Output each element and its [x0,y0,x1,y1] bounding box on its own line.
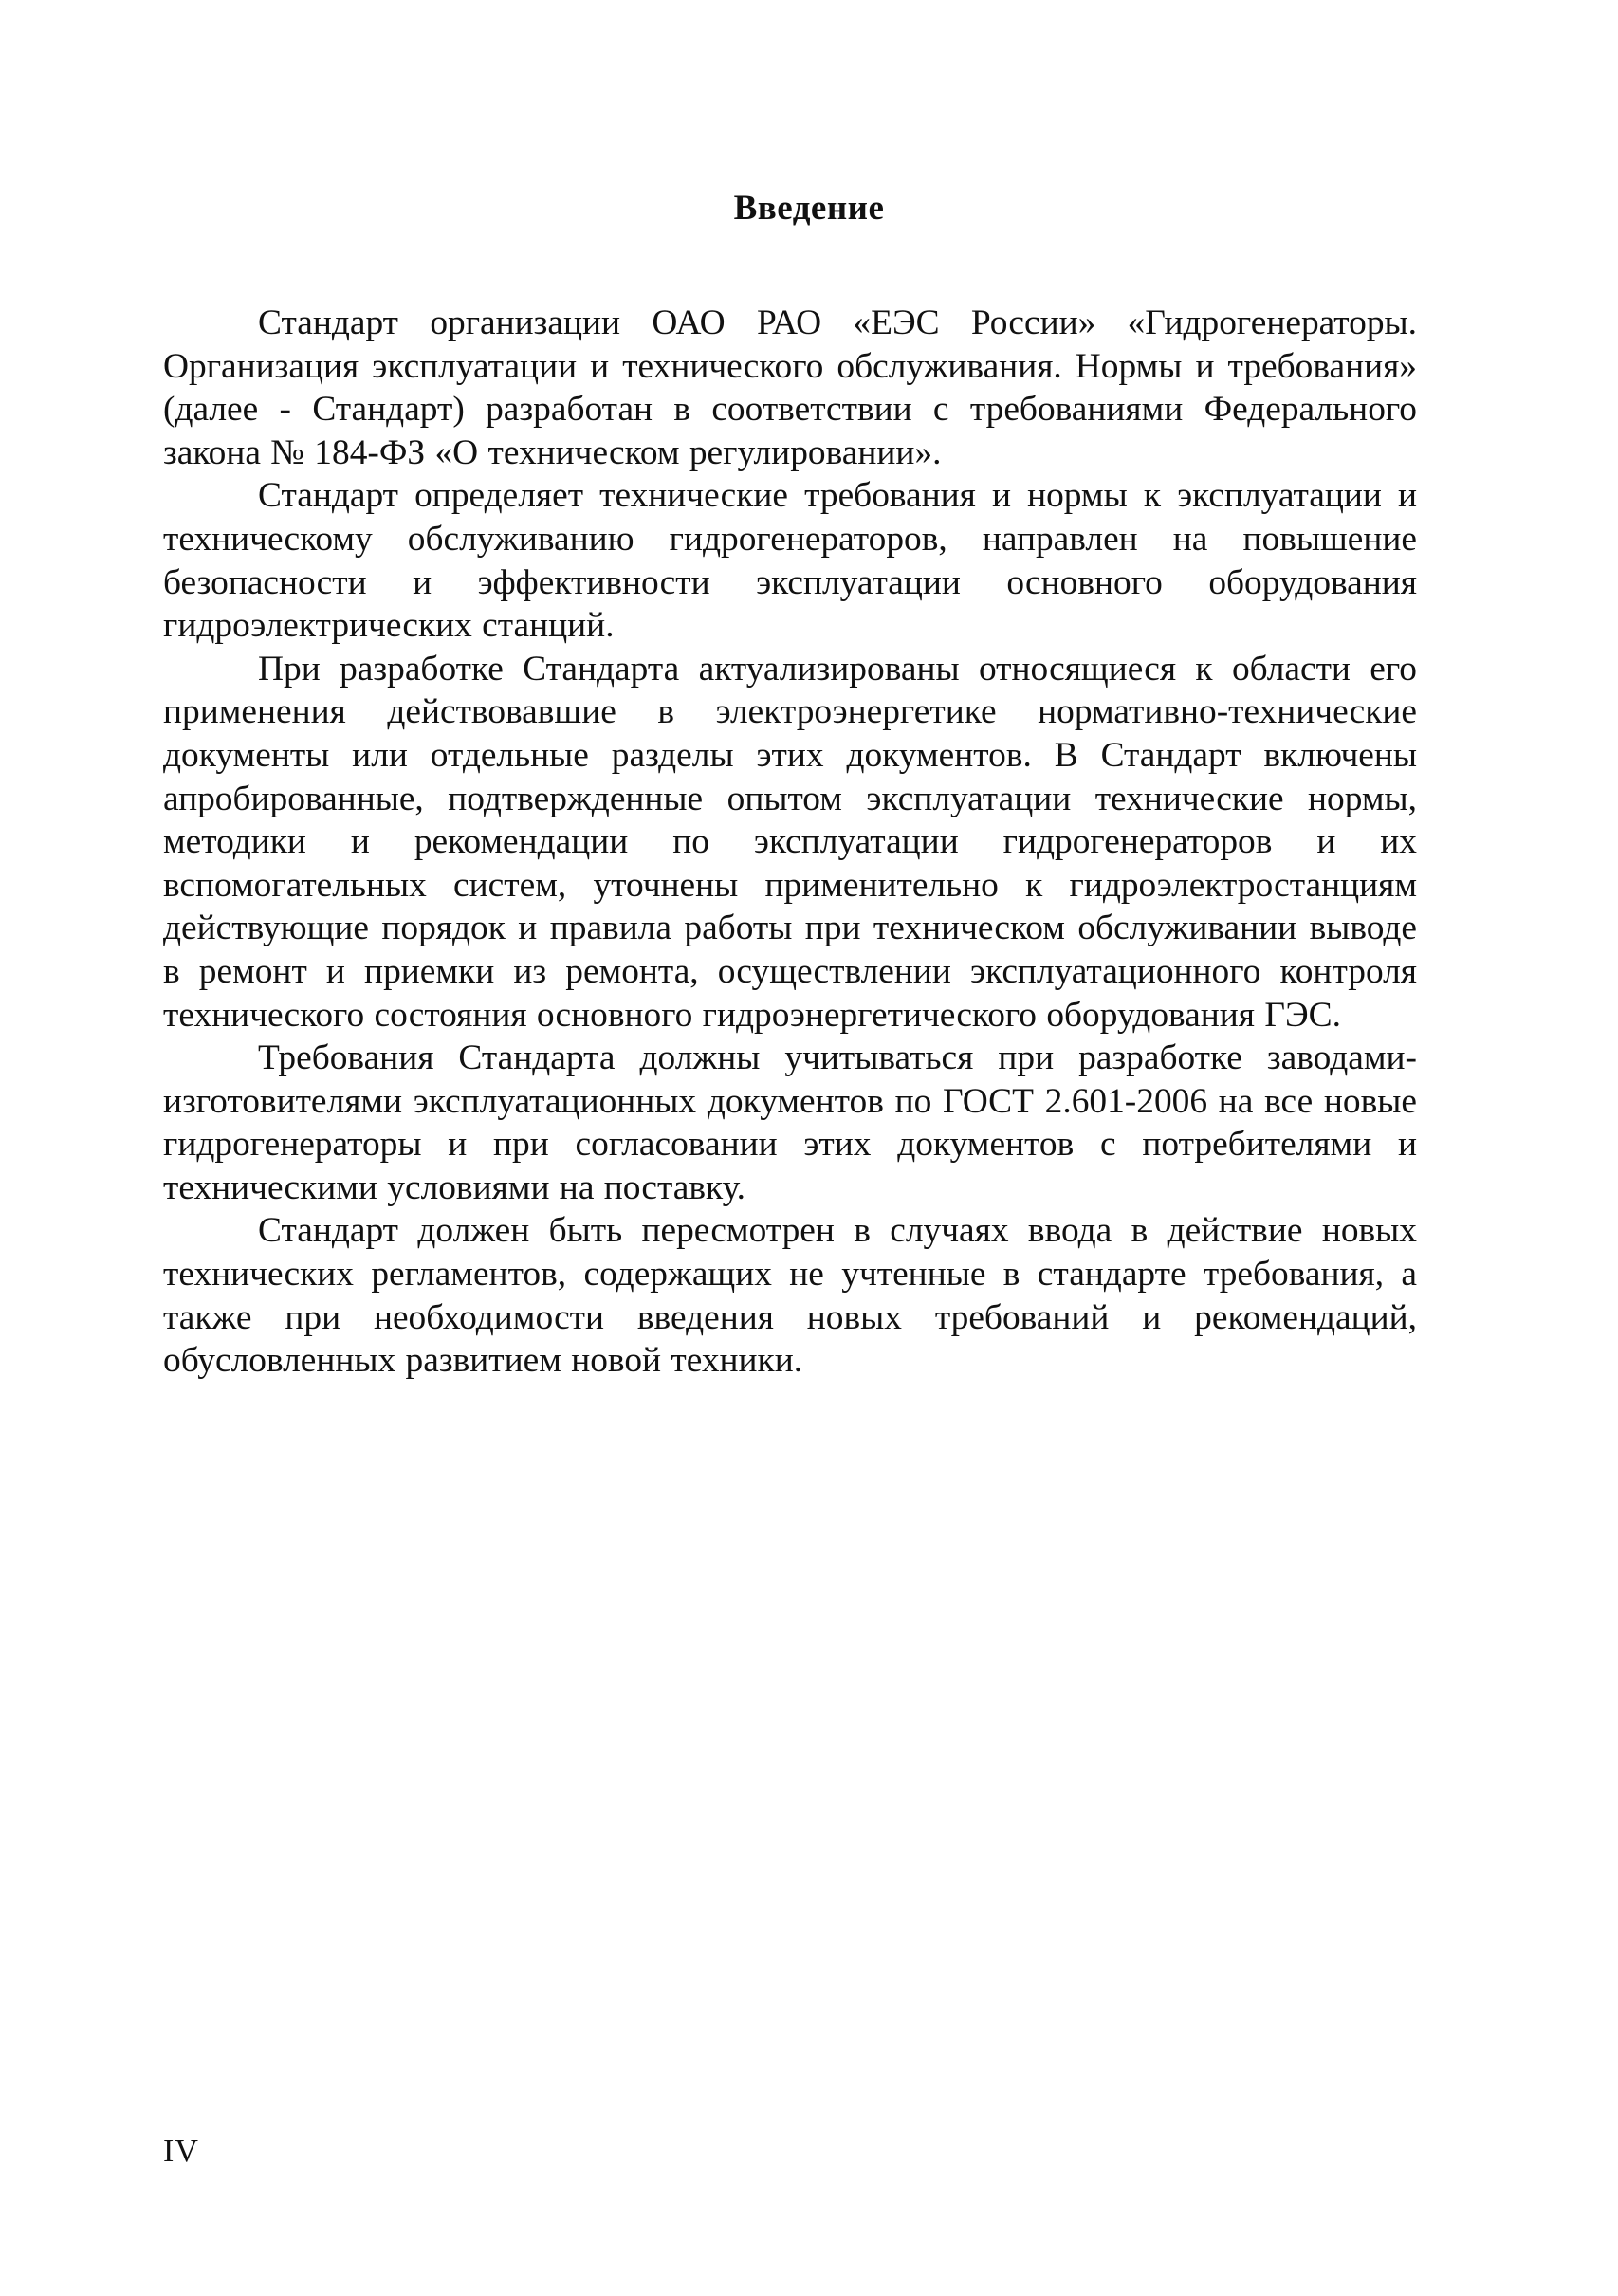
paragraph-3: При разработке Стандарта актуализированы относящиеся к области его применения действовавшие в электроэнергетике нормативно-технические документы или отдельные разделы этих документов. В Стандарт включены апробированные, подтвержденные опытом эксплуатации технические нормы, методики и рекомендации по эксплуатации гидрогенераторов и их вспомогательных систем, уточнены применительно к гидроэлектростанциям действующие порядок и правила работы при техническом обслуживании выводе в ремонт и приемки из ремонта, осуществлении эксплуатационного контроля технического состояния основного гидроэнергетического оборудования ГЭС. [163,649,1417,1035]
paragraph-1: Стандарт организации ОАО РАО «ЕЭС России» «Гидрогенераторы. Организация эксплуатации и технического обслуживания. Нормы и требования» (далее - Стандарт) разработан в соответствии с требованиями Федерального закона № 184-ФЗ «О техническом регулировании». [163,303,1417,472]
paragraph-5: Стандарт должен быть пересмотрен в случаях ввода в действие новых технических регламентов, содержащих не учтенные в стандарте требования, а также при необходимости введения новых требований и рекомендаций, обусловленных развитием новой техники. [163,1211,1417,1381]
page-number: IV [163,2134,199,2169]
paragraph-4: Требования Стандарта должны учитываться при разработке заводами-изготовителями эксплуатационных документов по ГОСТ 2.601-2006 на все новые гидрогенераторы и при согласовании этих документов с потребителями и техническими условиями на поставку. [163,1038,1417,1207]
section-heading: Введение [733,189,885,228]
body-text [163,302,1417,1383]
paragraph-2: Стандарт определяет технические требования и нормы к эксплуатации и техническому обслуживанию гидрогенераторов, направлен на повышение безопасности и эффективности эксплуатации основного оборудования гидроэлектрических станций. [163,476,1417,646]
